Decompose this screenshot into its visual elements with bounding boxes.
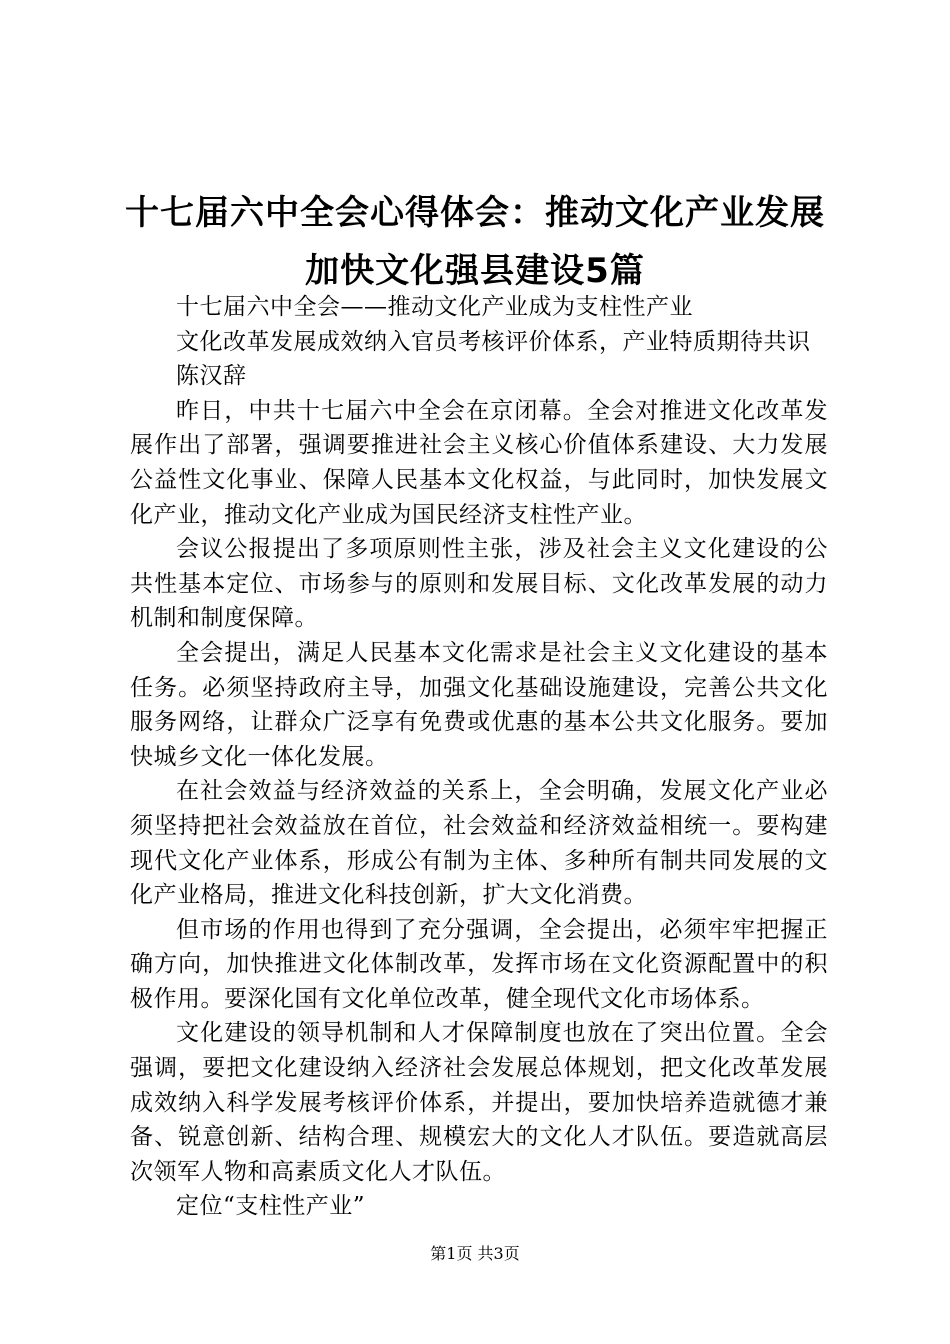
paragraph-author: 陈汉辞 [176,363,247,390]
paragraph: 昨日，中共十七届六中全会在京闭幕。全会对推进文化改革发展作出了部署，强调要推进社会主义核心价值体系建设、大力发展公益性文化事业、保障人民基本文化权益，与此同时，加快发展文化产业，推动文化产业成为国民经济支柱性产业。 [130,397,828,528]
paragraph-subheading: 文化改革发展成效纳入官员考核评价体系，产业特质期待共识 [176,328,811,355]
paragraph: 会议公报提出了多项原则性主张，涉及社会主义文化建设的公共性基本定位、市场参与的原则和发展目标、文化改革发展的动力机制和制度保障。 [130,536,828,632]
document-title [100,184,850,300]
paragraph: 文化建设的领导机制和人才保障制度也放在了突出位置。全会强调，要把文化建设纳入经济社会发展总体规划，把文化改革发展成效纳入科学发展考核评价体系，并提出，要加快培养造就德才兼备、锐意创新、结构合理、规模宏大的文化人才队伍。要造就高层次领军人物和高素质文化人才队伍。 [130,1020,828,1185]
document-body [130,290,828,1224]
paragraph-section-heading: 定位“支柱性产业” [176,1193,366,1220]
paragraph: 全会提出，满足人民基本文化需求是社会主义文化建设的基本任务。必须坚持政府主导，加强文化基础设施建设，完善公共文化服务网络，让群众广泛享有免费或优惠的基本公共文化服务。要加快城乡文化一体化发展。 [130,639,828,770]
title-line-2: 加快文化强县建设5篇 [305,251,645,291]
page-footer: 第1页 共3页 [430,1244,520,1263]
title-line-1: 十七届六中全会心得体会：推动文化产业发展 [125,193,825,233]
paragraph: 但市场的作用也得到了充分强调，全会提出，必须牢牢把握正确方向，加快推进文化体制改革，发挥市场在文化资源配置中的积极作用。要深化国有文化单位改革，健全现代文化市场体系。 [130,916,828,1012]
paragraph: 在社会效益与经济效益的关系上，全会明确，发展文化产业必须坚持把社会效益放在首位，社会效益和经济效益相统一。要构建现代文化产业体系，形成公有制为主体、多种所有制共同发展的文化产业格局，推进文化科技创新，扩大文化消费。 [130,778,828,909]
paragraph-subtitle: 十七届六中全会——推动文化产业成为支柱性产业 [176,294,693,320]
